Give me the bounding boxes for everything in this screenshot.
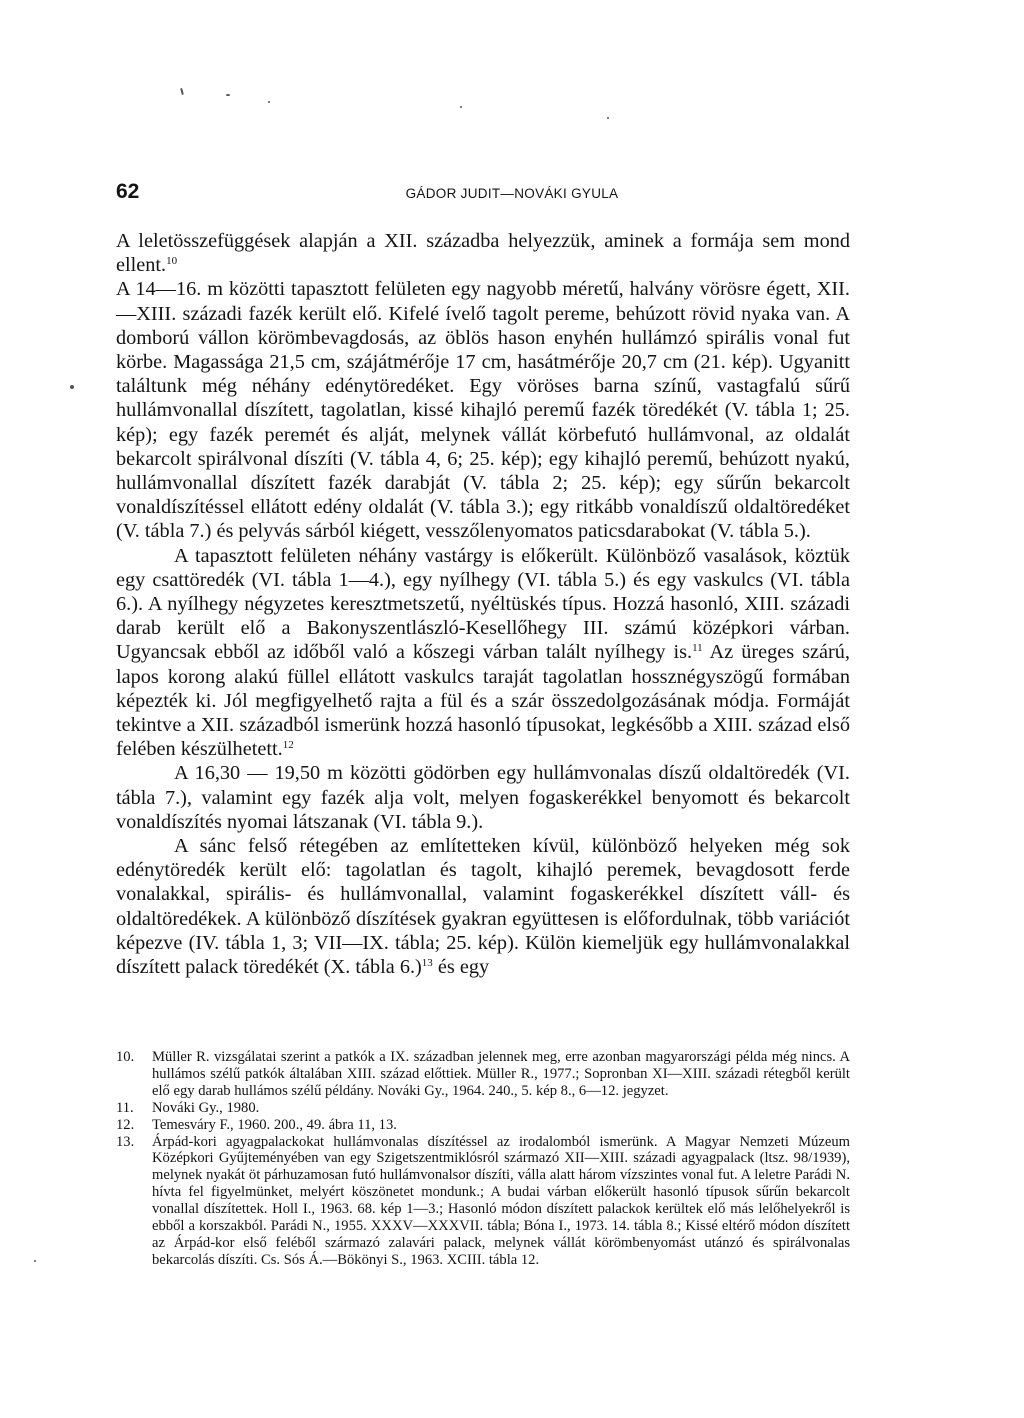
footnote-number: 12. xyxy=(116,1116,135,1133)
footnote-ref-12: 12 xyxy=(282,739,294,752)
scan-speck xyxy=(226,94,230,96)
footnote-ref-13: 13 xyxy=(421,957,433,970)
footnote-number: 13. xyxy=(116,1133,135,1150)
footnote-ref-11: 11 xyxy=(692,642,703,655)
running-head: GÁDOR JUDIT—NOVÁKI GYULA xyxy=(405,186,619,201)
paragraph-5-text: A sánc felső rétegében az említetteken kívül, különböző helyeken még sok edénytöredék került elő: tagolatlan és tagolt, kihajló peremek, bevagdosott ferde vonalakkal, spirális- és hullámvonallal, valamint fogaskerékkel díszített váll- és oldaltöredékek. A különböző díszítések gyakran együttesen is előfordulnak, több variációt képezve (IV. tábla 1, 3; VII—IX. tábla; 25. kép). Külön kiemeljük egy hullámvonalakkal díszített palack töredékét (X. tábla 6.) xyxy=(116,835,850,979)
footnote-number: 11. xyxy=(116,1099,134,1116)
paragraph-1-text: A leletösszefüggések alapján a XII. századba helyezzük, aminek a formája sem mond ellent. xyxy=(116,230,850,277)
footnotes xyxy=(116,1049,850,1269)
footnote xyxy=(116,1049,850,1100)
scan-speck xyxy=(607,117,609,119)
paragraph-5 xyxy=(116,834,850,979)
footnote xyxy=(116,1117,850,1134)
scan-speck xyxy=(180,88,184,95)
paragraph-5-tail: és egy xyxy=(432,956,490,979)
paragraph-3-text-a: A tapasztott felületen néhány vastárgy is előkerült. Különböző vasalások, köztük egy csattöredék (VI. tábla 1—4.), egy nyílhegy (VI. tábla 5.) és egy vaskulcs (VI. tábla 6.). A nyílhegy négyzetes keresztmetszetű, nyéltüskés típus. Hozzá hasonló, XIII. századi darab került elő a Bakonyszentlászló-Kesellőhegy III. számú középkori várban. Ugyancsak ebből az időből való a kőszegi várban talált nyílhegy is. xyxy=(116,544,850,664)
footnote-ref-10: 10 xyxy=(166,255,178,268)
scan-speck xyxy=(34,1260,36,1262)
scan-speck xyxy=(460,106,462,108)
paragraph-3-text-b: Az üreges szárú, lapos korong alakú füllel ellátott vaskulcs taraját tagolatlan hossznégyszögű formában képezték ki. Jól megfigyelhető rajta a fül és a szár összedolgozásának módja. Formáját tekintve a XII. századból ismerünk hozzá hasonló típusokat, legkésőbb a XIII. század első felében készülhetett. xyxy=(116,641,850,761)
footnote xyxy=(116,1100,850,1117)
page-number: 62 xyxy=(116,180,140,203)
paragraph-2-text: A 14—16. m közötti tapasztott felületen egy nagyobb méretű, halvány vörösre égett, XII.—XIII. századi fazék került elő. Kifelé ívelő tagolt pereme, behúzott rövid nyaka van. A domború vállon körömbevagdosás, az öblös hason enyhén hullámzó spirális vonal fut körbe. Magassága 21,5 cm, szájátmérője 17 cm, hasátmérője 20,7 cm (21. kép). Ugyanitt találtunk még néhány edénytöredéket. Egy vöröses barna színű, vastagfalú sűrű hullámvonallal díszített, tagolatlan, kissé kihajló peremű fazék töredékét (V. tábla 1; 25. kép); egy fazék peremét és alját, melynek vállát körbefutó hullámvonal, az oldalát bekarcolt spirálvonal díszíti (V. tábla 4, 6; 25. kép); egy kihajló peremű, behúzott nyakú, hullámvonallal díszített fazék darabját (V. tábla 2; 25. kép); egy sűrűn bekarcolt vonaldíszítéssel ellátott edény oldalát (V. tábla 3.); egy ritkább vonaldíszű oldaltöredéket (V. tábla 7.) és pelyvás sárból kiégett, vesszőlenyomatos paticsdarabokat (V. tábla 5.). xyxy=(116,278,850,543)
footnote-text: Temesváry F., 1960. 200., 49. ábra 11, 13. xyxy=(152,1116,397,1133)
paragraph-4 xyxy=(116,761,850,834)
footnote-text: Nováki Gy., 1980. xyxy=(152,1099,260,1116)
scan-speck xyxy=(268,101,270,103)
footnote-text: Árpád-kori agyagpalackokat hullámvonalas díszítéssel az irodalomból ismerünk. A Magyar Nemzeti Múzeum Középkori Gyűjteményében van egy Szigetszentmiklósról származó XII—XIII. századi agyagpalack (ltsz. 98/1939), melynek nyakát öt párhuzamosan futó hullámvonalsor díszíti, válla alatt három vízszintes vonal fut. A leletre Parádi N. hívta fel figyelmünket, melyért köszönetet mondunk.; A budai várban előkerült hasonló típusok sűrűn bekarcolt vonallal díszítettek. Holl I., 1963. 68. kép 1—3.; Hasonló módon díszített palackok kerültek elő más lelőhelyekről is ebből a korszakból. Parádi N., 1955. XXXV—XXXVII. tábla; Bóna I., 1973. 14. tábla 8.; Kissé eltérő módon díszített az Árpád-kor első feléből származó zalavári palack, melynek vállát körömbenyomást utánzó és spirálvonalas bekarcolás díszíti. Cs. Sós Á.—Bökönyi S., 1963. XCIII. tábla 12. xyxy=(152,1133,850,1268)
paragraph-2 xyxy=(116,277,850,543)
footnote-text: Müller R. vizsgálatai szerint a patkók a IX. században jelennek meg, erre azonban magyarországi példa még nincs. A hullámos szélű patkók általában XIII. század előttiek. Müller R., 1977.; Sopronban XI—XIII. századi rétegből került elő egy darab hullámos szélű példány. Nováki Gy., 1964. 240., 5. kép 8., 6—12. jegyzet. xyxy=(152,1049,850,1099)
paragraph-1 xyxy=(116,229,850,277)
footnote xyxy=(116,1134,850,1269)
paragraph-4-text: A 16,30 — 19,50 m közötti gödörben egy hullámvonalas díszű oldaltöredék (VI. tábla 7.), valamint egy fazék alja volt, melyen fogaskerékkel benyomott és bekarcolt vonaldíszítés nyomai látszanak (VI. tábla 9.). xyxy=(116,762,850,833)
footnote-number: 10. xyxy=(116,1049,135,1065)
scan-speck xyxy=(70,385,74,389)
body-text xyxy=(116,229,850,979)
paragraph-3 xyxy=(116,544,850,762)
